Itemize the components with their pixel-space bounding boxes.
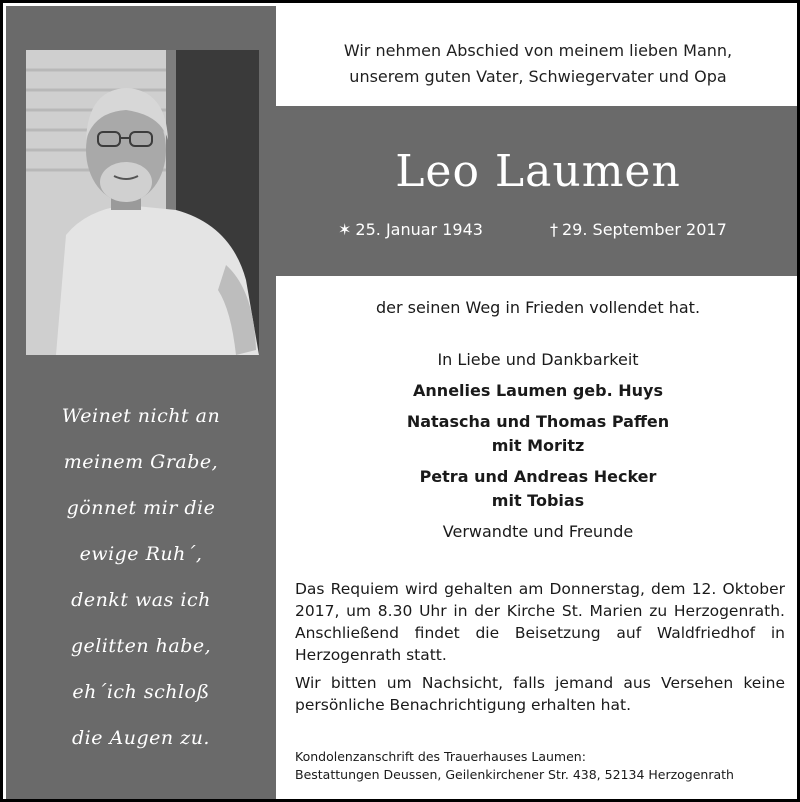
poem-line: Weinet nicht an (61, 405, 221, 427)
star-icon: ✶ (338, 220, 352, 239)
requiem-info (295, 578, 785, 716)
death-date-text: 29. September 2017 (562, 220, 727, 239)
poem-line: gelitten habe, (70, 635, 212, 657)
mourner-name: mit Moritz (491, 436, 585, 455)
intro-line: Wir nehmen Abschied von meinem lieben Mann, (343, 41, 733, 60)
birth-date-text: 25. Januar 1943 (355, 220, 483, 239)
condolence-line: Kondolenzanschrift des Trauerhauses Laumen: (295, 749, 586, 764)
mourner-name: Petra und Andreas Hecker (419, 467, 657, 486)
intro-line: unserem guten Vater, Schwiegervater und Opa (349, 67, 727, 86)
farewell-intro (276, 6, 800, 106)
left-panel (6, 6, 276, 800)
requiem-paragraph: Das Requiem wird gehalten am Donnerstag, dem 12. Oktober 2017, um 8.30 Uhr in der Kirche St. Marien zu Herzogenrath. Anschließend findet die Beisetzung auf Waldfriedhof in Herzogenrath statt. (295, 580, 785, 664)
name-band (276, 106, 800, 276)
poem (6, 399, 276, 767)
notice-paragraph: Wir bitten um Nachsicht, falls jemand aus Versehen keine persönliche Benachrichtigung erhalten hat. (295, 674, 785, 714)
cross-icon: † (550, 220, 558, 239)
condolence-address (295, 748, 785, 784)
poem-line: ewige Ruh´, (79, 543, 203, 565)
family-others: Verwandte und Freunde (442, 522, 634, 541)
portrait-photo (26, 50, 259, 355)
mourners-list (276, 348, 800, 544)
subline: der seinen Weg in Frieden vollendet hat. (375, 298, 701, 317)
mourner-name: Annelies Laumen geb. Huys (413, 381, 663, 400)
body-area (276, 276, 800, 800)
poem-line: denkt was ich (71, 589, 211, 611)
poem-line: meinem Grabe, (63, 451, 219, 473)
death-date (550, 219, 727, 241)
condolence-line: Bestattungen Deussen, Geilenkirchener Str. 438, 52134 Herzogenrath (295, 767, 734, 782)
poem-line: eh´ich schloß (72, 681, 210, 703)
birth-date (338, 219, 483, 241)
poem-line: gönnet mir die (66, 497, 216, 519)
mourner-name: mit Tobias (491, 491, 585, 510)
poem-line: die Augen zu. (72, 727, 210, 749)
deceased-name: Leo Laumen (395, 146, 681, 197)
mourner-name: Natascha und Thomas Paffen (406, 412, 670, 431)
family-intro: In Liebe und Dankbarkeit (437, 350, 639, 369)
